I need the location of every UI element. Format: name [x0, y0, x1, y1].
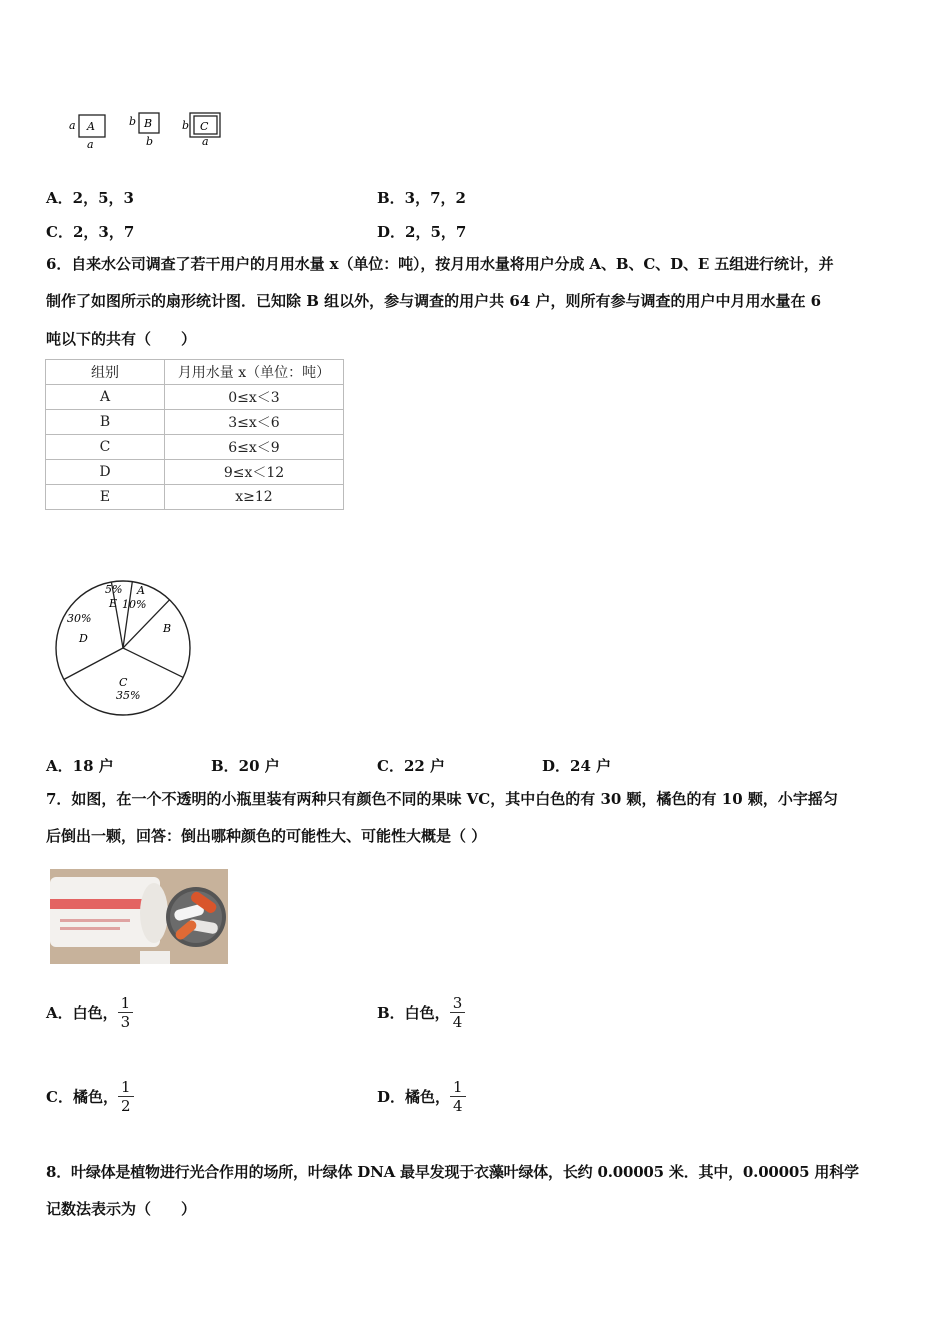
square-a-bottom-label: a — [87, 138, 94, 151]
table-cell-range: 0≤x＜3 — [165, 385, 344, 410]
pie-label-a: A — [137, 584, 145, 597]
table-row — [46, 410, 344, 435]
fraction — [118, 994, 134, 1031]
q6-option-a[interactable]: A．18 户 — [46, 757, 114, 775]
pie-chart — [48, 572, 198, 724]
q5-option-a[interactable]: A．2，5，3 — [46, 189, 134, 207]
pie-label-b: B — [163, 622, 172, 635]
pie-label-d: D — [79, 632, 88, 645]
table-row — [46, 385, 344, 410]
fraction-numerator: 1 — [118, 994, 134, 1013]
q7-text-line1: 7．如图，在一个不透明的小瓶里装有两种只有颜色不同的果味 VC，其中白色的有 30 颗，橘色的有 10 颗，小宇摇匀 — [46, 790, 838, 808]
fraction — [118, 1078, 134, 1115]
pie-slice-boundary-d — [64, 648, 123, 680]
table-row — [46, 485, 344, 510]
q5-option-d[interactable]: D．2，5，7 — [377, 223, 467, 241]
fraction-denominator: 4 — [453, 1097, 463, 1115]
pie-label-a-pct: 10% — [122, 598, 147, 611]
pie-label-e-pct: 5% — [105, 583, 123, 596]
table-cell-group: B — [46, 410, 165, 435]
squares-figure — [66, 104, 236, 152]
q6-option-d[interactable]: D．24 户 — [542, 757, 612, 775]
table-cell-group: A — [46, 385, 165, 410]
q7-option-c[interactable] — [46, 1078, 134, 1115]
table-cell-range: 6≤x＜9 — [165, 435, 344, 460]
table-header-cell: 组别 — [46, 360, 165, 385]
table-cell-group: D — [46, 460, 165, 485]
square-b-bottom-label: b — [146, 135, 154, 148]
square-a-inner-label: A — [87, 120, 95, 133]
table-cell-group: E — [46, 485, 165, 510]
table-row — [46, 460, 344, 485]
q6-text-line2: 制作了如图所示的扇形统计图．已知除 B 组以外，参与调查的用户共 64 户，则所有参与调查的用户中月用水量在 6 — [46, 292, 822, 310]
table-cell-range: 9≤x＜12 — [165, 460, 344, 485]
pie-label-c: C — [119, 676, 128, 689]
fraction-denominator: 2 — [120, 1097, 131, 1115]
table-cell-group: C — [46, 435, 165, 460]
fraction-numerator: 3 — [450, 994, 466, 1013]
table-cell-range: x≥12 — [165, 485, 344, 510]
fraction — [450, 1078, 466, 1115]
fraction-numerator: 1 — [450, 1078, 466, 1097]
q8-text-line2: 记数法表示为（ ） — [46, 1200, 197, 1218]
vc-bottle-photo — [50, 869, 228, 964]
q5-option-b[interactable]: B．3，7，2 — [377, 189, 466, 207]
q6-group-table — [45, 359, 344, 510]
square-b-inner-label: B — [144, 117, 153, 130]
fraction-numerator: 1 — [118, 1078, 134, 1097]
q5-option-c[interactable]: C．2，3，7 — [46, 223, 135, 241]
square-c-inner-label: C — [200, 120, 209, 133]
square-b-side-label: b — [129, 115, 137, 128]
square-a-side-label: a — [69, 119, 76, 132]
pie-label-d-pct: 30% — [67, 612, 92, 625]
fraction — [450, 994, 466, 1031]
q7-option-d-prefix: D．橘色， — [377, 1088, 451, 1106]
pie-slice-boundary-a — [123, 582, 132, 648]
pie-slice-boundary-c — [123, 648, 183, 677]
pie-chart-svg — [48, 572, 198, 720]
table-cell-range: 3≤x＜6 — [165, 410, 344, 435]
table-header-cell: 月用水量 x（单位：吨） — [165, 360, 344, 385]
q7-option-c-prefix: C．橘色， — [46, 1088, 118, 1106]
pie-label-e: E — [109, 597, 118, 610]
squares-svg — [66, 104, 236, 152]
vc-bottle-illustration — [50, 869, 228, 964]
square-c-side-label: b — [182, 119, 190, 132]
table-row — [46, 435, 344, 460]
pie-label-c-pct: 35% — [116, 689, 141, 702]
q6-option-c[interactable]: C．22 户 — [377, 757, 446, 775]
fraction-denominator: 4 — [452, 1013, 463, 1031]
q6-option-b[interactable]: B．20 户 — [211, 757, 280, 775]
q7-option-b[interactable] — [377, 994, 465, 1031]
table-header-row — [46, 360, 344, 385]
q7-option-a-prefix: A．白色， — [46, 1004, 118, 1022]
q7-option-d[interactable] — [377, 1078, 466, 1115]
q7-text-line2: 后倒出一颗，回答：倒出哪种颜色的可能性大、可能性大概是（ ） — [46, 827, 487, 845]
q7-option-b-prefix: B．白色， — [377, 1004, 450, 1022]
q6-text-line3: 吨以下的共有（ ） — [46, 330, 197, 348]
q6-text-line1: 6．自来水公司调查了若干用户的月用水量 x（单位：吨），按月用水量将用户分成 A、B、C、D、E 五组进行统计，并 — [46, 255, 834, 273]
q8-text-line1: 8．叶绿体是植物进行光合作用的场所，叶绿体 DNA 最早发现于衣藻叶绿体，长约 0.00005 米．其中，0.00005 用科学 — [46, 1163, 859, 1181]
q7-option-a[interactable] — [46, 994, 133, 1031]
fraction-denominator: 3 — [120, 1013, 131, 1031]
square-c-bottom-label: a — [202, 135, 209, 148]
